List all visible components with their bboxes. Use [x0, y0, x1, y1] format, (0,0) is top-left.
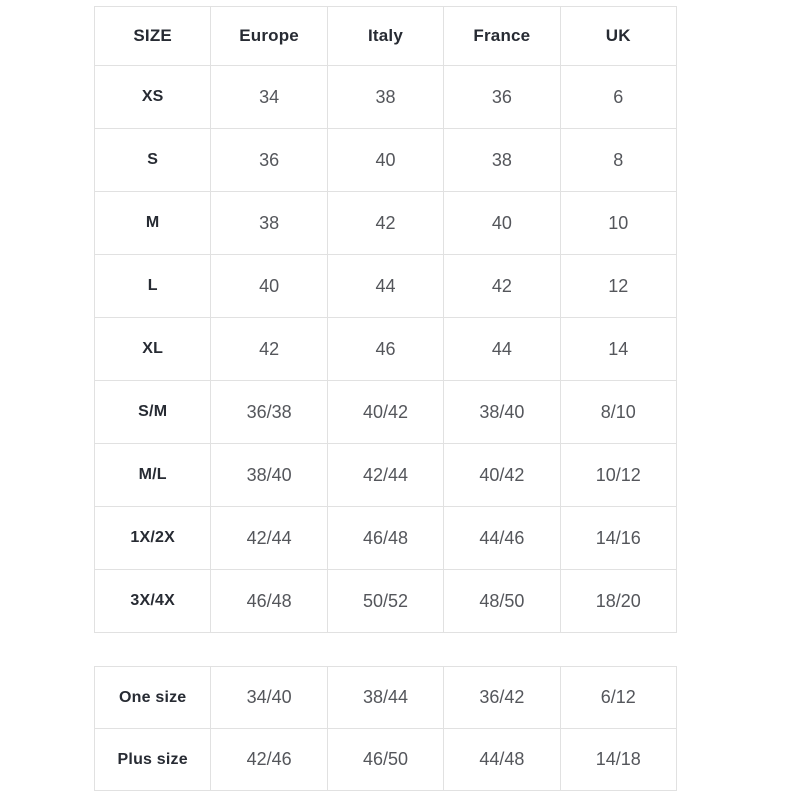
- size-value-cell: 38/44: [327, 667, 443, 729]
- table-row: [95, 255, 677, 318]
- row-label: M/L: [95, 444, 211, 507]
- size-value-cell: 14/18: [560, 729, 676, 791]
- size-value-cell: 46/50: [327, 729, 443, 791]
- column-header-europe: Europe: [211, 7, 327, 66]
- size-value-cell: 44/48: [444, 729, 560, 791]
- row-label: Plus size: [95, 729, 211, 791]
- table-row: [95, 667, 677, 729]
- table-row: [95, 192, 677, 255]
- row-label: M: [95, 192, 211, 255]
- table-header-row: [95, 7, 677, 66]
- size-conversion-table-header: [95, 7, 677, 66]
- size-value-cell: 6/12: [560, 667, 676, 729]
- size-value-cell: 34: [211, 66, 327, 129]
- size-conversion-table: [94, 6, 677, 633]
- size-value-cell: 14/16: [560, 507, 676, 570]
- size-value-cell: 38/40: [211, 444, 327, 507]
- size-value-cell: 40: [327, 129, 443, 192]
- table-row: [95, 729, 677, 791]
- row-label: S/M: [95, 381, 211, 444]
- size-value-cell: 18/20: [560, 570, 676, 633]
- size-value-cell: 14: [560, 318, 676, 381]
- table-row: [95, 129, 677, 192]
- size-value-cell: 46: [327, 318, 443, 381]
- size-value-cell: 42/44: [211, 507, 327, 570]
- size-value-cell: 36: [444, 66, 560, 129]
- size-value-cell: 42/46: [211, 729, 327, 791]
- size-value-cell: 46/48: [327, 507, 443, 570]
- special-sizes-table-body: [95, 667, 677, 791]
- size-value-cell: 44: [444, 318, 560, 381]
- size-value-cell: 46/48: [211, 570, 327, 633]
- table-row: [95, 318, 677, 381]
- table-row: [95, 570, 677, 633]
- row-label: One size: [95, 667, 211, 729]
- size-value-cell: 40: [211, 255, 327, 318]
- size-value-cell: 42: [444, 255, 560, 318]
- table-row: [95, 507, 677, 570]
- row-label: S: [95, 129, 211, 192]
- size-value-cell: 42/44: [327, 444, 443, 507]
- table-row: [95, 381, 677, 444]
- size-value-cell: 40: [444, 192, 560, 255]
- size-value-cell: 42: [211, 318, 327, 381]
- size-value-cell: 38/40: [444, 381, 560, 444]
- size-value-cell: 44: [327, 255, 443, 318]
- size-value-cell: 8: [560, 129, 676, 192]
- size-value-cell: 12: [560, 255, 676, 318]
- column-header-uk: UK: [560, 7, 676, 66]
- special-sizes-table: [94, 666, 677, 791]
- table-row: [95, 66, 677, 129]
- column-header-italy: Italy: [327, 7, 443, 66]
- row-label: 1X/2X: [95, 507, 211, 570]
- size-value-cell: 50/52: [327, 570, 443, 633]
- size-value-cell: 44/46: [444, 507, 560, 570]
- row-label: L: [95, 255, 211, 318]
- size-value-cell: 34/40: [211, 667, 327, 729]
- size-value-cell: 40/42: [444, 444, 560, 507]
- size-value-cell: 38: [211, 192, 327, 255]
- column-header-france: France: [444, 7, 560, 66]
- size-value-cell: 38: [327, 66, 443, 129]
- size-value-cell: 40/42: [327, 381, 443, 444]
- size-value-cell: 8/10: [560, 381, 676, 444]
- row-label: 3X/4X: [95, 570, 211, 633]
- table-row: [95, 444, 677, 507]
- row-label: XS: [95, 66, 211, 129]
- column-header-size: SIZE: [95, 7, 211, 66]
- size-value-cell: 10/12: [560, 444, 676, 507]
- size-value-cell: 36: [211, 129, 327, 192]
- size-conversion-table-body: [95, 66, 677, 633]
- size-value-cell: 36/42: [444, 667, 560, 729]
- size-value-cell: 36/38: [211, 381, 327, 444]
- size-value-cell: 10: [560, 192, 676, 255]
- size-value-cell: 38: [444, 129, 560, 192]
- size-value-cell: 42: [327, 192, 443, 255]
- size-value-cell: 48/50: [444, 570, 560, 633]
- size-value-cell: 6: [560, 66, 676, 129]
- row-label: XL: [95, 318, 211, 381]
